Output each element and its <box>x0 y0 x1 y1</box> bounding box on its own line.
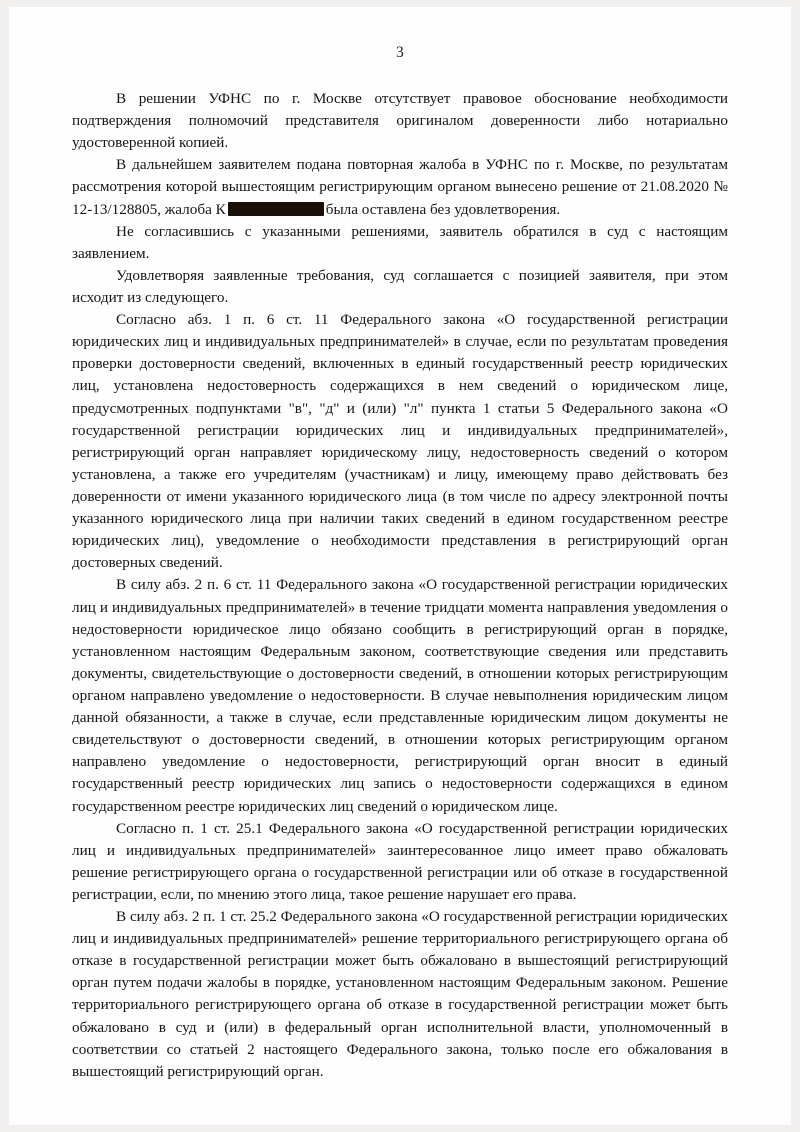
redaction-bar <box>228 202 324 216</box>
paragraph: В силу абз. 2 п. 6 ст. 11 Федерального закона «О государственной регистрации юридических лиц и индивидуальных предпринимателей» в течение тридцати момента направления уведомления о недостоверности юридическое лицо обязано сообщить в регистрирующий орган в порядке, установленном настоящим Федеральным законом, соответствующие сведения или представить документы, свидетельствующие о достоверности сведений, в отношении которых регистрирующим органом направлено уведомление о недостоверности. В случае невыполнения юридическим лицом данной обязанности, а также в случае, если представленные юридическим лицом документы не свидетельствуют о достоверности сведений, в отношении которых регистрирующим органом направлено уведомление о недостоверности, регистрирующий орган вносит в единый государственный реестр юридических лиц запись о недостоверности содержащихся в едином государственном реестре юридических лиц сведений о юридическом лице. <box>72 576 728 815</box>
scan-edge-top <box>0 0 800 7</box>
paragraph-text-after-redaction: была оставлена без удовлетворения. <box>325 200 561 218</box>
paragraph: Не согласившись с указанными решениями, заявитель обратился в суд с настоящим заявлением. <box>72 222 728 262</box>
paragraph-text-before-redaction: В дальнейшем заявителем подана повторная жалоба в УФНС по г. Москве, по результатам рассмотрения которой вышестоящим регистрирующим органом вынесено решение от 21.08.2020 № 12-13/128805, жалоба К <box>72 156 728 218</box>
paragraph: В силу абз. 2 п. 1 ст. 25.2 Федерального закона «О государственной регистрации юридических лиц и индивидуальных предпринимателей» решение территориального регистрирующего органа об отказе в государственной регистрации может быть обжаловано в вышестоящий регистрирующий орган путем подачи жалобы в порядке, установленном настоящим Федеральным законом. Решение территориального регистрирующего органа об отказе в государственной регистрации может быть обжаловано в суд и (или) в федеральный орган исполнительной власти, уполномоченный в соответствии со статьей 2 настоящего Федерального закона, только после его обжалования в вышестоящий регистрирующий орган. <box>72 908 728 1080</box>
page-number: 3 <box>396 44 404 61</box>
paragraph: Удовлетворяя заявленные требования, суд соглашается с позицией заявителя, при этом исходит из следующего. <box>72 266 728 306</box>
paragraph: Согласно п. 1 ст. 25.1 Федерального закона «О государственной регистрации юридических лиц и индивидуальных предпринимателей» заинтересованное лицо имеет право обжаловать решение регистрирующего органа о государственной регистрации или об отказе в государственной регистрации, если, по мнению этого лица, такое решение нарушает его права. <box>72 819 728 903</box>
scan-edge-right <box>791 0 800 1132</box>
scan-edge-bottom <box>0 1125 800 1132</box>
paragraph-with-redaction <box>72 154 728 220</box>
paragraph: Согласно абз. 1 п. 6 ст. 11 Федерального закона «О государственной регистрации юридических лиц и индивидуальных предпринимателей» в случае, если по результатам проведения проверки достоверности сведений, включенных в единый государственный реестр юридических лиц, установлена недостоверность содержащихся в нем сведений о юридическом лице, предусмотренных подпунктами "в", "д" и (или) "л" пункта 1 статьи 5 Федерального закона «О государственной регистрации юридических лиц и индивидуальных предпринимателей», регистрирующий орган направляет юридическому лицу, недостоверность сведений о котором установлена, а также его учредителям (участникам) и лицу, имеющему право действовать без доверенности от имени указанного юридического лица (в том числе по адресу электронной почты указанного юридического лица при наличии таких сведений в едином государственном реестре юридических лиц), уведомление о необходимости представления в регистрирующий орган достоверных сведений. <box>72 311 728 572</box>
paragraph: В решении УФНС по г. Москве отсутствует правовое обоснование необходимости подтверждения полномочий представителя оригиналом доверенности либо нотариально удостоверенной копией. <box>72 90 728 152</box>
document-body <box>72 88 728 1083</box>
scan-edge-left <box>0 0 9 1132</box>
